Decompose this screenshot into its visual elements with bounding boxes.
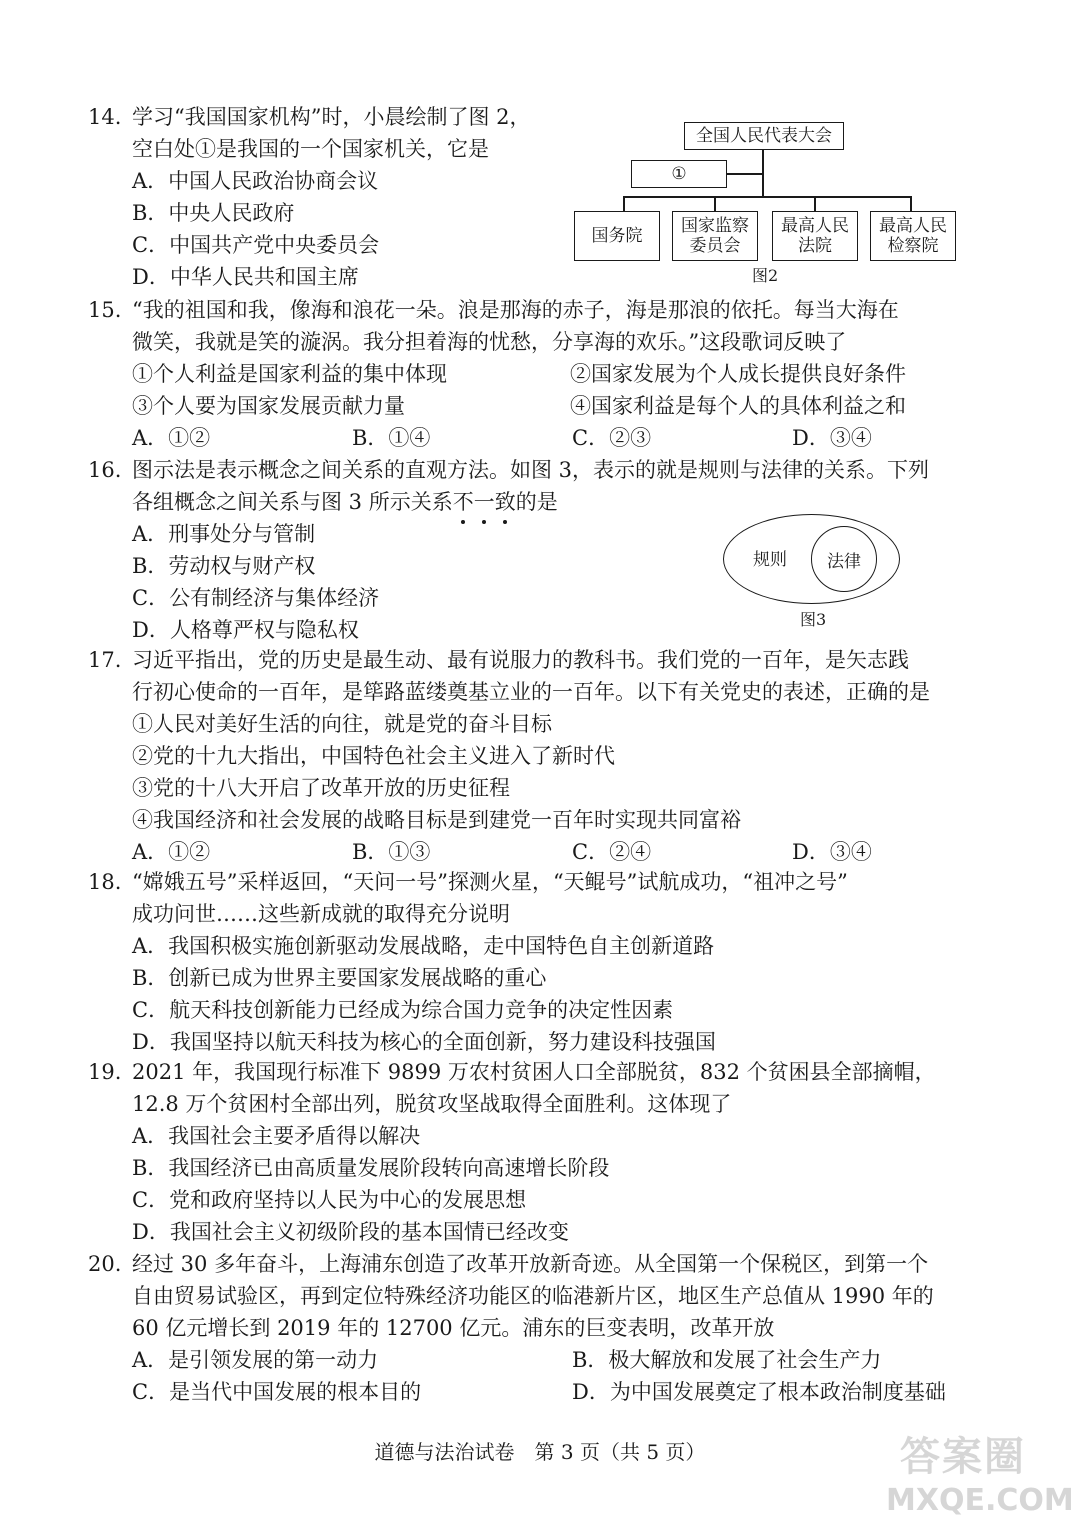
connector-line: [714, 196, 716, 211]
question-stem: 微笑，我就是笑的漩涡。我分担着海的忧愁，分享海的欢乐。”这段歌词反映了: [132, 330, 847, 354]
watermark-url: MXQE.COM: [886, 1483, 1074, 1518]
option-d: D．中华人民共和国主席: [132, 265, 359, 289]
question-stem: 自由贸易试验区，再到定位特殊经济功能区的临港新片区，地区生产总值从 1990 年的: [132, 1284, 934, 1308]
question-number: 16.: [88, 458, 122, 482]
question-stem: 各组概念之间关系与图 3 所示关系: [132, 490, 453, 514]
supervision-commission-box: 国家监察委员会: [672, 211, 758, 261]
connector-line: [726, 173, 763, 175]
option-b: B．劳动权与财产权: [132, 554, 316, 578]
option-b: B．我国经济已由高质量发展阶段转向高速增长阶段: [132, 1156, 610, 1180]
state-council-box: 国务院: [574, 211, 660, 261]
option-d: D．人格尊严权与隐私权: [132, 618, 359, 642]
option-b: B．中央人民政府: [132, 201, 295, 225]
option-a: A．我国社会主要矛盾得以解决: [132, 1124, 421, 1148]
question-number: 14.: [88, 105, 122, 129]
option-c: C．公有制经济与集体经济: [132, 586, 380, 610]
option-a: A．刑事处分与管制: [132, 522, 316, 546]
question-stem: 2021 年，我国现行标准下 9899 万农村贫困人口全部脱贫，832 个贫困县全部摘帽，: [132, 1060, 936, 1084]
statement-3: ③党的十八大开启了改革开放的历史征程: [132, 776, 510, 800]
question-stem: “嫦娥五号”采样返回，“天问一号”探测火星，“天鲲号”试航成功，“祖冲之号”: [132, 870, 848, 894]
option-a: A．中国人民政治协商会议: [132, 169, 379, 193]
option-d: D．我国社会主义初级阶段的基本国情已经改变: [132, 1220, 569, 1244]
question-19: [88, 1056, 968, 1248]
statement-4: ④我国经济和社会发展的战略目标是到建党一百年时实现共同富裕: [132, 808, 741, 832]
supreme-procuratorate-box: 最高人民检察院: [870, 211, 956, 261]
question-stem: 的是: [515, 490, 558, 514]
option-c: C．②④: [572, 840, 652, 864]
question-stem: 图示法是表示概念之间关系的直观方法。如图 3，表示的就是规则与法律的关系。下列: [132, 458, 930, 482]
watermark-logo: 答案圈: [900, 1434, 1026, 1480]
statement-1: ①人民对美好生活的向往，就是党的奋斗目标: [132, 712, 552, 736]
option-c: C．党和政府坚持以人民为中心的发展思想: [132, 1188, 527, 1212]
option-c: C．中国共产党中央委员会: [132, 233, 380, 257]
question-18: [88, 866, 968, 1058]
statement-4: ④国家利益是每个人的具体利益之和: [570, 394, 906, 418]
emphasis-char: 一: [474, 486, 495, 518]
option-c: C．航天科技创新能力已经成为综合国力竞争的决定性因素: [132, 998, 674, 1022]
option-a: A．我国积极实施创新驱动发展战略，走中国特色自主创新道路: [132, 934, 715, 958]
question-stem: 成功问世……这些新成就的取得充分说明: [132, 902, 510, 926]
option-d: D．为中国发展奠定了根本政治制度基础: [572, 1380, 946, 1404]
option-a: A．是引领发展的第一动力: [132, 1348, 379, 1372]
question-number: 20.: [88, 1252, 122, 1276]
question-stem: 60 亿元增长到 2019 年的 12700 亿元。浦东的巨变表明，改革开放: [132, 1316, 775, 1340]
npc-box: 全国人民代表大会: [684, 122, 844, 150]
option-a: A．①②: [132, 426, 211, 450]
question-number: 17.: [88, 648, 122, 672]
option-b: B．①③: [352, 840, 431, 864]
option-b: B．创新已成为世界主要国家发展战略的重心: [132, 966, 547, 990]
option-b: B．极大解放和发展了社会生产力: [572, 1348, 882, 1372]
question-20: [88, 1248, 968, 1408]
connector-line: [623, 196, 625, 211]
question-stem: 12.8 万个贫困村全部出列，脱贫攻坚战取得全面胜利。这体现了: [132, 1092, 732, 1116]
option-a: A．①②: [132, 840, 211, 864]
question-stem: “我的祖国和我，像海和浪花一朵。浪是那海的赤子，海是那浪的依托。每当大海在: [132, 298, 899, 322]
question-number: 19.: [88, 1060, 122, 1084]
question-stem: 习近平指出，党的历史是最生动、最有说服力的教科书。我们党的一百年，是矢志践: [132, 648, 909, 672]
question-stem: 行初心使命的一百年，是筚路蓝缕奠基立业的一百年。以下有关党史的表述，正确的是: [132, 680, 930, 704]
supreme-court-box: 最高人民法院: [772, 211, 858, 261]
page-footer: 道德与法治试卷 第 3 页（共 5 页）: [374, 1440, 706, 1464]
connector-line: [814, 196, 816, 211]
statement-2: ②国家发展为个人成长提供良好条件: [570, 362, 906, 386]
option-c: C．②③: [572, 426, 652, 450]
blank-box: ①: [631, 160, 727, 188]
option-d: D．③④: [792, 840, 872, 864]
question-number: 15.: [88, 298, 122, 322]
question-stem: 空白处①是我国的一个国家机关，它是: [132, 137, 489, 161]
question-number: 18.: [88, 870, 122, 894]
question-stem: 经过 30 多年奋斗，上海浦东创造了改革开放新奇迹。从全国第一个保税区，到第一个: [132, 1252, 929, 1276]
rules-label: 规则: [753, 550, 787, 570]
connector-line: [910, 196, 912, 211]
option-c: C．是当代中国发展的根本目的: [132, 1380, 422, 1404]
option-d: D．我国坚持以航天科技为核心的全面创新，努力建设科技强国: [132, 1030, 716, 1054]
watermark: [860, 1425, 1074, 1520]
statement-2: ②党的十九大指出，中国特色社会主义进入了新时代: [132, 744, 615, 768]
option-b: B．①④: [352, 426, 431, 450]
question-stem: 学习“我国国家机构”时，小晨绘制了图 2，: [132, 105, 531, 129]
figure-3-caption: 图3: [800, 610, 827, 629]
statement-3: ③个人要为国家发展贡献力量: [132, 394, 405, 418]
law-circle: 法律: [811, 526, 877, 592]
emphasis-char: 不: [453, 486, 474, 518]
statement-1: ①个人利益是国家利益的集中体现: [132, 362, 447, 386]
figure-2-caption: 图2: [752, 266, 779, 285]
question-15: [88, 294, 968, 454]
question-17: [88, 644, 968, 868]
emphasis-char: 致: [495, 486, 516, 518]
connector-line: [623, 196, 911, 198]
option-d: D．③④: [792, 426, 872, 450]
